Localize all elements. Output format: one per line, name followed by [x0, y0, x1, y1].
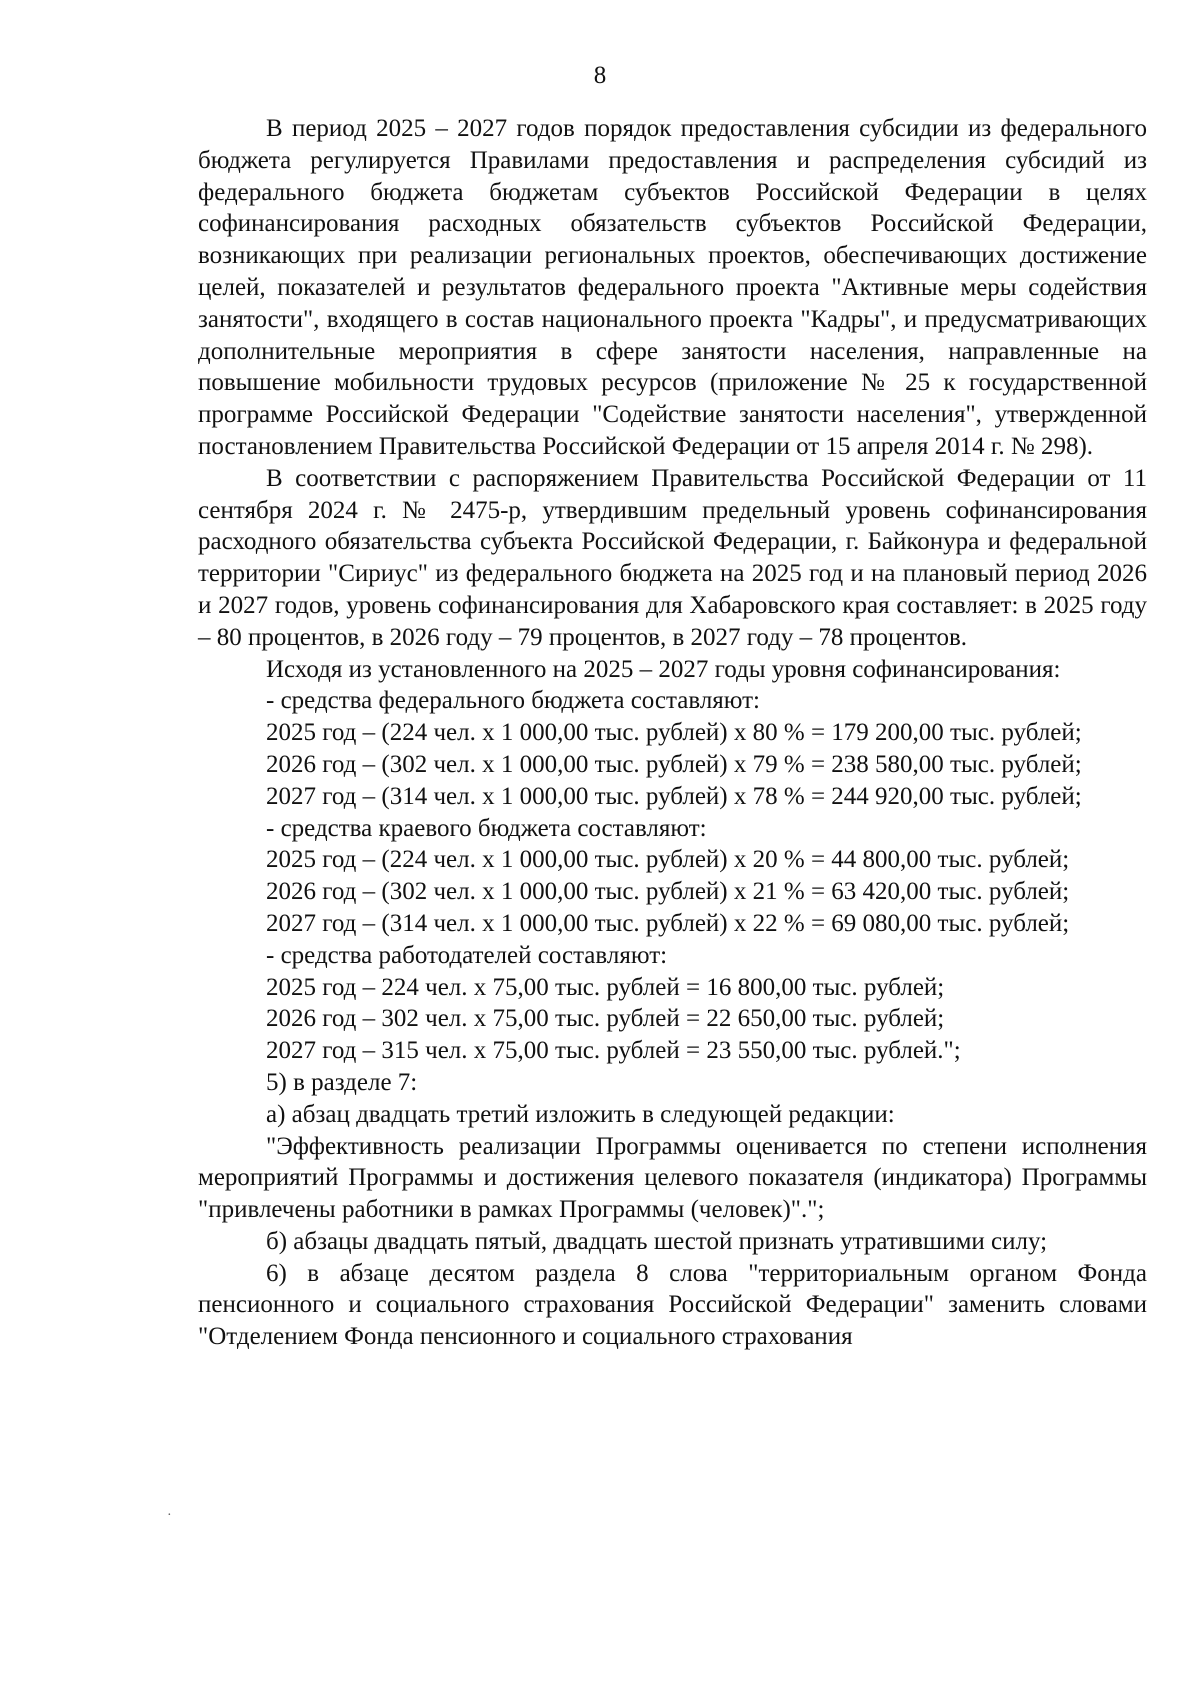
federal-budget-row: 2026 год – (302 чел. х 1 000,00 тыс. рублей) х 79 % = 238 580,00 тыс. рублей; [266, 750, 1082, 778]
document-body [198, 113, 1147, 1353]
paragraph-cofinancing-intro: Исходя из установленного на 2025 – 2027 годы уровня софинансирования: [266, 655, 1061, 683]
employers-funds-heading: - средства работодателей составляют: [266, 941, 668, 969]
section-7-heading: 5) в разделе 7: [266, 1068, 418, 1096]
section-7-quote: "Эффективность реализации Программы оценивается по степени исполнения мероприятий Программы и достижения целевого показателя (индикатора) Программы "привлечены работники в рамках Программы (человек)"."; [198, 1132, 1147, 1224]
page-number: 8 [593, 62, 607, 89]
regional-budget-row: 2026 год – (302 чел. х 1 000,00 тыс. рублей) х 21 % = 63 420,00 тыс. рублей; [266, 878, 1070, 906]
federal-budget-row: 2025 год – (224 чел. х 1 000,00 тыс. рублей) х 80 % = 179 200,00 тыс. рублей; [266, 719, 1082, 747]
section-8-amendment: 6) в абзаце десятом раздела 8 слова "территориальным органом Фонда пенсионного и социального страхования Российской Федерации" заменить словами "Отделением Фонда пенсионного и социального страхования [198, 1259, 1147, 1351]
section-7-item-a: а) абзац двадцать третий изложить в следующей редакции: [266, 1100, 895, 1128]
employers-funds-row: 2027 год – 315 чел. х 75,00 тыс. рублей = 23 550,00 тыс. рублей."; [266, 1037, 961, 1065]
employers-funds-row: 2025 год – 224 чел. х 75,00 тыс. рублей = 16 800,00 тыс. рублей; [266, 973, 945, 1001]
regional-budget-heading: - средства краевого бюджета составляют: [266, 814, 707, 842]
paragraph-cofinancing-level: В соответствии с распоряжением Правительства Российской Федерации от 11 сентября 2024 г. № 2475-р, утвердившим предельный уровень софинансирования расходного обязательства субъекта Российской Федерации, г. Байконура и федеральной территории "Сириус" из федерального бюджета на 2025 год и на плановый период 2026 и 2027 годов, уровень софинансирования для Хабаровского края составляет: в 2025 году – 80 процентов, в 2026 году – 79 процентов, в 2027 году – 78 процентов. [198, 464, 1147, 651]
regional-budget-row: 2027 год – (314 чел. х 1 000,00 тыс. рублей) х 22 % = 69 080,00 тыс. рублей; [266, 909, 1070, 937]
federal-budget-row: 2027 год – (314 чел. х 1 000,00 тыс. рублей) х 78 % = 244 920,00 тыс. рублей; [266, 782, 1082, 810]
scan-artifact-dot: · [167, 1508, 172, 1523]
section-7-item-b: б) абзацы двадцать пятый, двадцать шестой признать утратившими силу; [266, 1227, 1048, 1255]
employers-funds-row: 2026 год – 302 чел. х 75,00 тыс. рублей = 22 650,00 тыс. рублей; [266, 1005, 945, 1033]
federal-budget-heading: - средства федерального бюджета составляют: [266, 687, 761, 715]
regional-budget-row: 2025 год – (224 чел. х 1 000,00 тыс. рублей) х 20 % = 44 800,00 тыс. рублей; [266, 846, 1070, 874]
paragraph-subsidy-rules: В период 2025 – 2027 годов порядок предоставления субсидии из федерального бюджета регулируется Правилами предоставления и распределения субсидий из федерального бюджета бюджетам субъектов Российской Федерации в целях софинансирования расходных обязательств субъектов Российской Федерации, возникающих при реализации региональных проектов, обеспечивающих достижение целей, показателей и результатов федерального проекта "Активные меры содействия занятости", входящего в состав национального проекта "Кадры", и предусматривающих дополнительные мероприятия в сфере занятости населения, направленные на повышение мобильности трудовых ресурсов (приложение № 25 к государственной программе Российской Федерации "Содействие занятости населения", утвержденной постановлением Правительства Российской Федерации от 15 апреля 2014 г. № 298). [198, 115, 1147, 460]
